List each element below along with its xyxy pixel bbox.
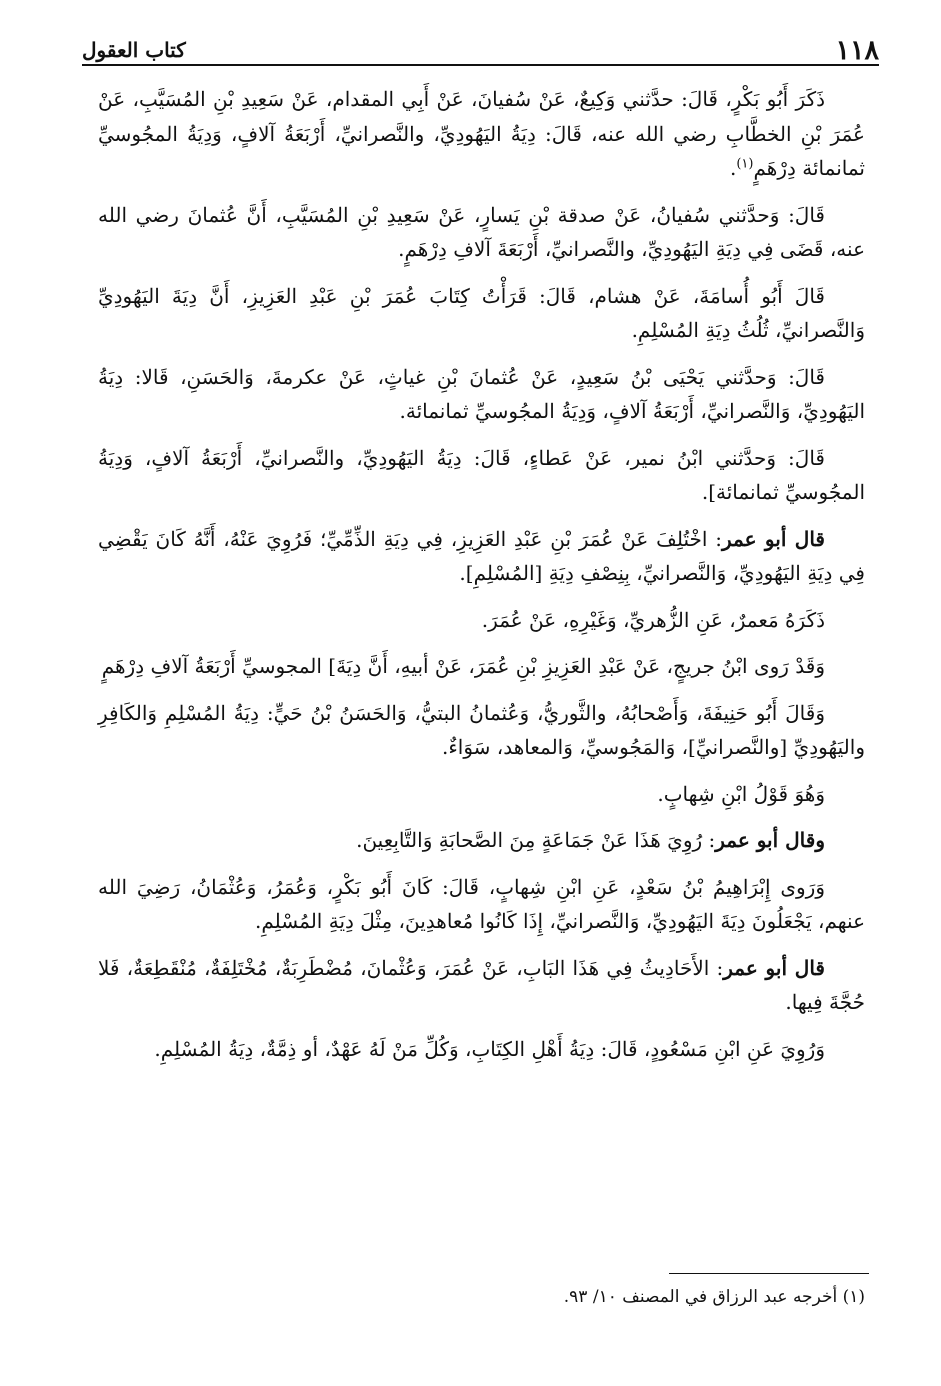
paragraph-lead: وقال أبو عمر: [715, 828, 825, 852]
paragraph-text: : اخْتُلِفَ عَنْ عُمَرَ بْنِ عَبْدِ العَزِيزِ، فِي دِيَةِ الذِّمِّيِّ؛ فَرُوِيَ عَنْهُ، أَنَّهُ كَانَ يَقْضِي فِي دِيَةِ اليَهُودِيِّ، وَالنَّصرانيِّ، بِنِصْفِ دِيَةِ [المُسْلِمِ].: [98, 526, 865, 585]
paragraph: [98, 441, 865, 510]
paragraph: [98, 603, 865, 638]
book-title: كتاب العقول: [82, 38, 186, 62]
paragraph: [98, 522, 865, 591]
paragraph-text: وَهُوَ قَوْلُ ابْنِ شِهابٍ.: [657, 781, 825, 806]
page-number: ١١٨: [835, 35, 879, 66]
paragraph-text: قَالَ: وَحدَّثني يَحْيَى بْنُ سَعِيدٍ، عَنْ عُثمانَ بْنِ غياثٍ، عَنْ عكرمةَ، وَالحَسَنِ، قَالا: دِيَةُ اليَهُودِيِّ، وَالنَّصرانيِّ، أَرْبَعَةُ آلافٍ، وَدِيَةُ المجُوسيِّ ثمانمائة.: [98, 364, 865, 423]
paragraph-lead: قال أبو عمر: [723, 955, 825, 980]
running-head: [82, 24, 879, 68]
paragraph-tail: .: [729, 156, 737, 180]
paragraph-text: ذَكَرَهُ مَعمرٌ، عَنِ الزُّهريِّ، وَغَيْرِهِ، عَنْ عُمَرَ.: [481, 607, 825, 632]
paragraph-text: وَقَدْ رَوى ابْنُ جريجٍ، عَنْ عَبْدِ العَزِيزِ بْنِ عُمَرَ، عَنْ أبيهِ، أَنَّ دِيَةَ] المجوسيِّ أَرْبَعَةُ آلافِ دِرْهَمٍ: [101, 654, 825, 678]
paragraph: [98, 1032, 865, 1067]
paragraph-text: وَرَوى إِبْرَاهِيمُ بْنُ سَعْدٍ، عَنِ ابْنِ شِهابٍ، قَالَ: كَانَ أَبُو بَكْرٍ، وَعُمَرُ، وَعُثْمَانُ، رَضِيَ الله عنهم، يَجْعَلُونَ دِيَةَ اليَهُودِيِّ، وَالنَّصرانيِّ، إِذَا كَانُوا مُعاهدِينَ، مِثْلَ دِيَةِ المُسْلِمِ.: [98, 874, 865, 933]
paragraph: [98, 360, 865, 429]
footnote-rule: [669, 1273, 869, 1274]
paragraph-text: وَرُوِيَ عَنِ ابْنِ مَسْعُودٍ، قَالَ: دِيَةُ أَهْلِ الكِتَابِ، وَكُلِّ مَنْ لَهُ عَهْدٌ، أو ذِمَّةٌ، دِيَةُ المُسْلِمِ.: [154, 1036, 825, 1061]
paragraph: [98, 870, 865, 939]
paragraph: [98, 279, 865, 348]
paragraph: [98, 198, 865, 267]
footnote-marker: (١): [736, 156, 754, 172]
body-text: [98, 82, 865, 1078]
paragraph: [98, 951, 865, 1020]
paragraph: [98, 823, 865, 858]
header-rule: [82, 64, 879, 66]
paragraph: [98, 777, 865, 812]
paragraph-text: : رُوِيَ هَذَا عَنْ جَمَاعَةٍ مِنَ الصَّحابَةِ وَالتَّابِعِينَ.: [356, 828, 716, 852]
footnote: (١) أخرجه عبد الرزاق في المصنف ١٠/ ٩٣.: [563, 1287, 865, 1307]
paragraph: [98, 649, 865, 684]
paragraph-text: وَقَالَ أَبُو حَنِيفَةَ، وَأَصْحابُهُ، والثَّوريُّ، وَعُثمانُ البتيُّ، وَالحَسَنُ بْنُ حَيٍّ: دِيَةُ المُسْلِمِ وَالكَافِرِ واليَهُودِيِّ [والنَّصرانيِّ]، وَالمَجُوسيِّ، وَالمعاهد، سَوَاءٌ.: [98, 700, 865, 759]
paragraph-text: قَالَ أَبُو أُسامَةَ، عَنْ هشام، قَالَ: قَرَأْتُ كِتَابَ عُمَرَ بْنِ عَبْدِ العَزِيزِ، أَنَّ دِيَةَ اليَهُودِيِّ وَالنَّصرانيِّ، ثُلُثُ دِيَةِ المُسْلِمِ.: [98, 283, 865, 342]
paragraph-text: قَالَ: وَحدَّثني ابْنُ نمير، عَنْ عَطاءٍ، قَالَ: دِيَةُ اليَهُودِيِّ، والنَّصرانيِّ، أَرْبَعَةُ آلافٍ، وَدِيَةُ المجُوسيِّ ثمانمائة].: [98, 445, 865, 504]
paragraph-text: : الأَحَادِيثُ فِي هَذَا البَابِ، عَنْ عُمَرَ، وَعُثْمانَ، مُضْطَرِبَةٌ، مُخْتَلِفَةٌ، مُنْقَطِعَةٌ، فَلا حُجَّةَ فِيها.: [98, 955, 865, 1014]
paragraph-lead: قال أبو عمر: [721, 526, 825, 551]
paragraph-text: ذَكَرَ أَبُو بَكْرٍ، قَالَ: حدَّثني وَكِيعٌ، عَنْ سُفيانَ، عَنْ أَبِي المقدام، عَنْ سَعِيدِ بْنِ المُسَيَّبِ، عَنْ عُمَرَ بْنِ الخطَّابِ رضي الله عنه، قَالَ: دِيَةُ اليَهُودِيِّ، والنَّصرانيِّ، أَرْبَعَةُ آلافٍ، وَدِيَةُ المجُوسيِّ ثمانمائة دِرْهَمٍ: [98, 87, 865, 180]
paragraph: [98, 696, 865, 765]
paragraph-text: قَالَ: وَحدَّثني سُفيانُ، عَنْ صدقة بْنِ يَسارٍ، عَنْ سَعِيدِ بْنِ المُسَيَّبِ، أَنَّ عُثمانَ رضي الله عنه، قَضَى فِي دِيَةِ اليَهُودِيِّ، والنَّصرانيِّ، أَرْبَعَةَ آلافِ دِرْهَمٍ.: [98, 202, 865, 261]
paragraph: [98, 82, 865, 186]
